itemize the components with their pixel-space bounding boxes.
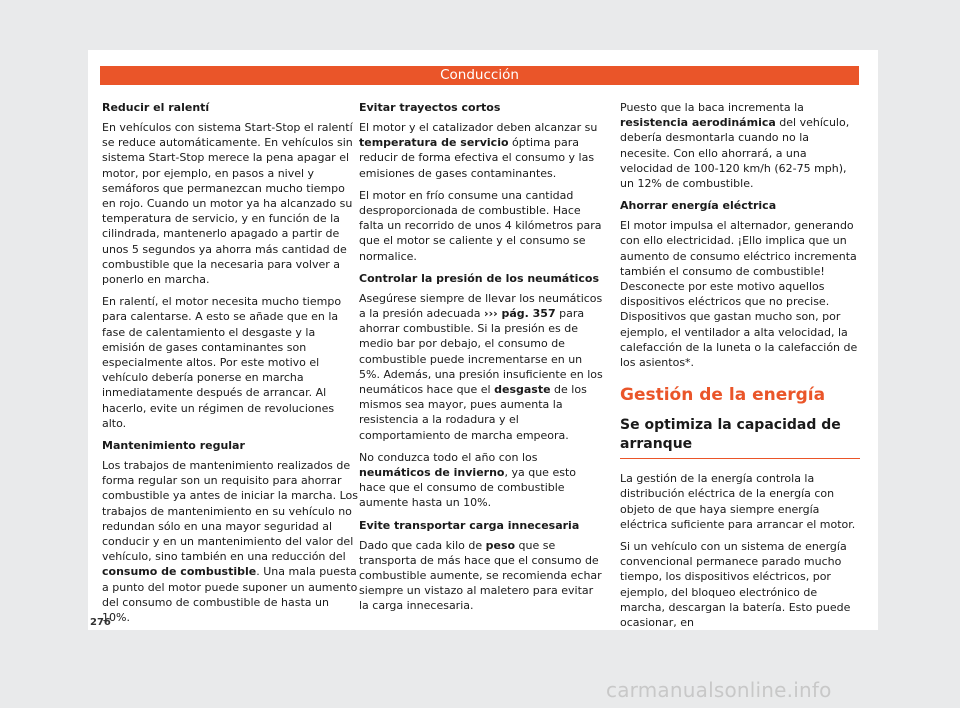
- paragraph: Dado que cada kilo de peso que se transporta de más hace que el consumo de combustible aumente, se recomienda echar siempre un vistazo al maletero para evitar la carga innecesaria.: [359, 538, 602, 613]
- paragraph: La gestión de la energía controla la distribución eléctrica de la energía con objeto de que haya siempre energía eléctrica suficiente para arrancar el motor.: [620, 472, 856, 531]
- paragraph: Asegúrese siempre de llevar los neumáticos a la presión adecuada ››› pág. 357 para ahorrar combustible. Si la presión es de medio bar por debajo, el consumo de combustible puede incrementarse en un 5%. Además, una presión insuficiente en los neumáticos hace que el desgaste de los mismos sea mayor, pues aumenta la resistencia a la rodadura y el comportamiento de marcha empeora.: [359, 291, 603, 442]
- paragraph: Si un vehículo con un sistema de energía convencional permanece parado mucho tiempo, los dispositivos eléctricos, por ejemplo, del bloqueo electrónico de marcha, descargan la batería. Esto puede ocasionar, en: [620, 540, 851, 630]
- page-reference-link[interactable]: ››› pág. 357: [484, 307, 556, 321]
- page-number: 276: [90, 617, 111, 628]
- heading-energia-electrica: Ahorrar energía eléctrica: [620, 199, 777, 213]
- paragraph: En ralentí, el motor necesita mucho tiempo para calentarse. A esto se añade que en la fase de calentamiento el desgaste y la emisión de gases contaminantes son especialmente altos. Por este motivo el vehículo debería ponerse en marcha inmediatamente después de arrancar. Al hacerlo, evite un régimen de revoluciones alto.: [102, 295, 342, 430]
- paragraph: Puesto que la baca incrementa la resistencia aerodinámica del vehículo, debería desmontarla cuando no la necesite. Con ello ahorrará, a una velocidad de 100-120 km/h (62-75 mph), un 12% de combustible.: [620, 101, 850, 191]
- paragraph: No conduzca todo el año con los neumáticos de invierno, ya que esto hace que el consumo de combustible aumente hasta un 10%.: [359, 450, 576, 510]
- watermark: carmanualsonline.info: [606, 678, 832, 702]
- heading-trayectos-cortos: Evitar trayectos cortos: [359, 101, 501, 114]
- paragraph: El motor y el catalizador deben alcanzar su temperatura de servicio óptima para reducir de forma efectiva el consumo y las emisiones de gases contaminantes.: [359, 121, 598, 180]
- column-left: [102, 100, 358, 632]
- paragraph: En vehículos con sistema Start-Stop el ralentí se reduce automáticamente. En vehículos sin sistema Start-Stop merece la pena apagar el motor, por ejemplo, en pasos a nivel y semáforos que permanezcan mucho tiempo en rojo. Cuando un motor ya ha alcanzado su temperatura de servicio, y en función de la cilindrada, mantenerlo apagado a partir de unos 5 segundos ya ahorra más cantidad de combustible que la necesaria para volver a ponerlo en marcha.: [102, 121, 353, 287]
- column-right: [620, 100, 860, 637]
- paragraph: El motor en frío consume una cantidad desproporcionada de combustible. Hace falta un recorrido de unos 4 kilómetros para que el motor se caliente y el consumo se normalice.: [359, 188, 602, 263]
- heading-presion-neumaticos: Controlar la presión de los neumáticos: [359, 271, 599, 285]
- section-subtitle: Se optimiza la capacidad de arranque: [620, 416, 860, 459]
- heading-reducir-ralenti: Reducir el ralentí: [102, 101, 210, 114]
- column-middle: [359, 100, 605, 621]
- heading-carga-innecesaria: Evite transportar carga innecesaria: [359, 518, 580, 532]
- chapter-header: Conducción: [100, 66, 859, 85]
- paragraph: El motor impulsa el alternador, generando con ello electricidad. ¡Ello implica que un aumento de consumo eléctrico incrementa también el consumo de combustible! Desconecte por este motivo aquellos dispositivos eléctricos que no precise. Dispositivos que gastan mucho son, por ejemplo, el ventilador a alta velocidad, la calefacción de la luneta o la calefacción de los asientos*.: [620, 219, 858, 370]
- section-title: Gestión de la energía: [620, 385, 826, 406]
- paragraph: Los trabajos de mantenimiento realizados de forma regular son un requisito para ahorrar combustible ya antes de iniciar la marcha. Los trabajos de mantenimiento en su vehículo no redundan sólo en una mayor seguridad al conducir y en un mantenimiento del valor del vehículo, sino también en una reducción del consumo de combustible. Una mala puesta a punto del motor puede suponer un aumento del consumo de combustible de hasta un 10%.: [102, 459, 358, 625]
- heading-mantenimiento: Mantenimiento regular: [102, 439, 245, 453]
